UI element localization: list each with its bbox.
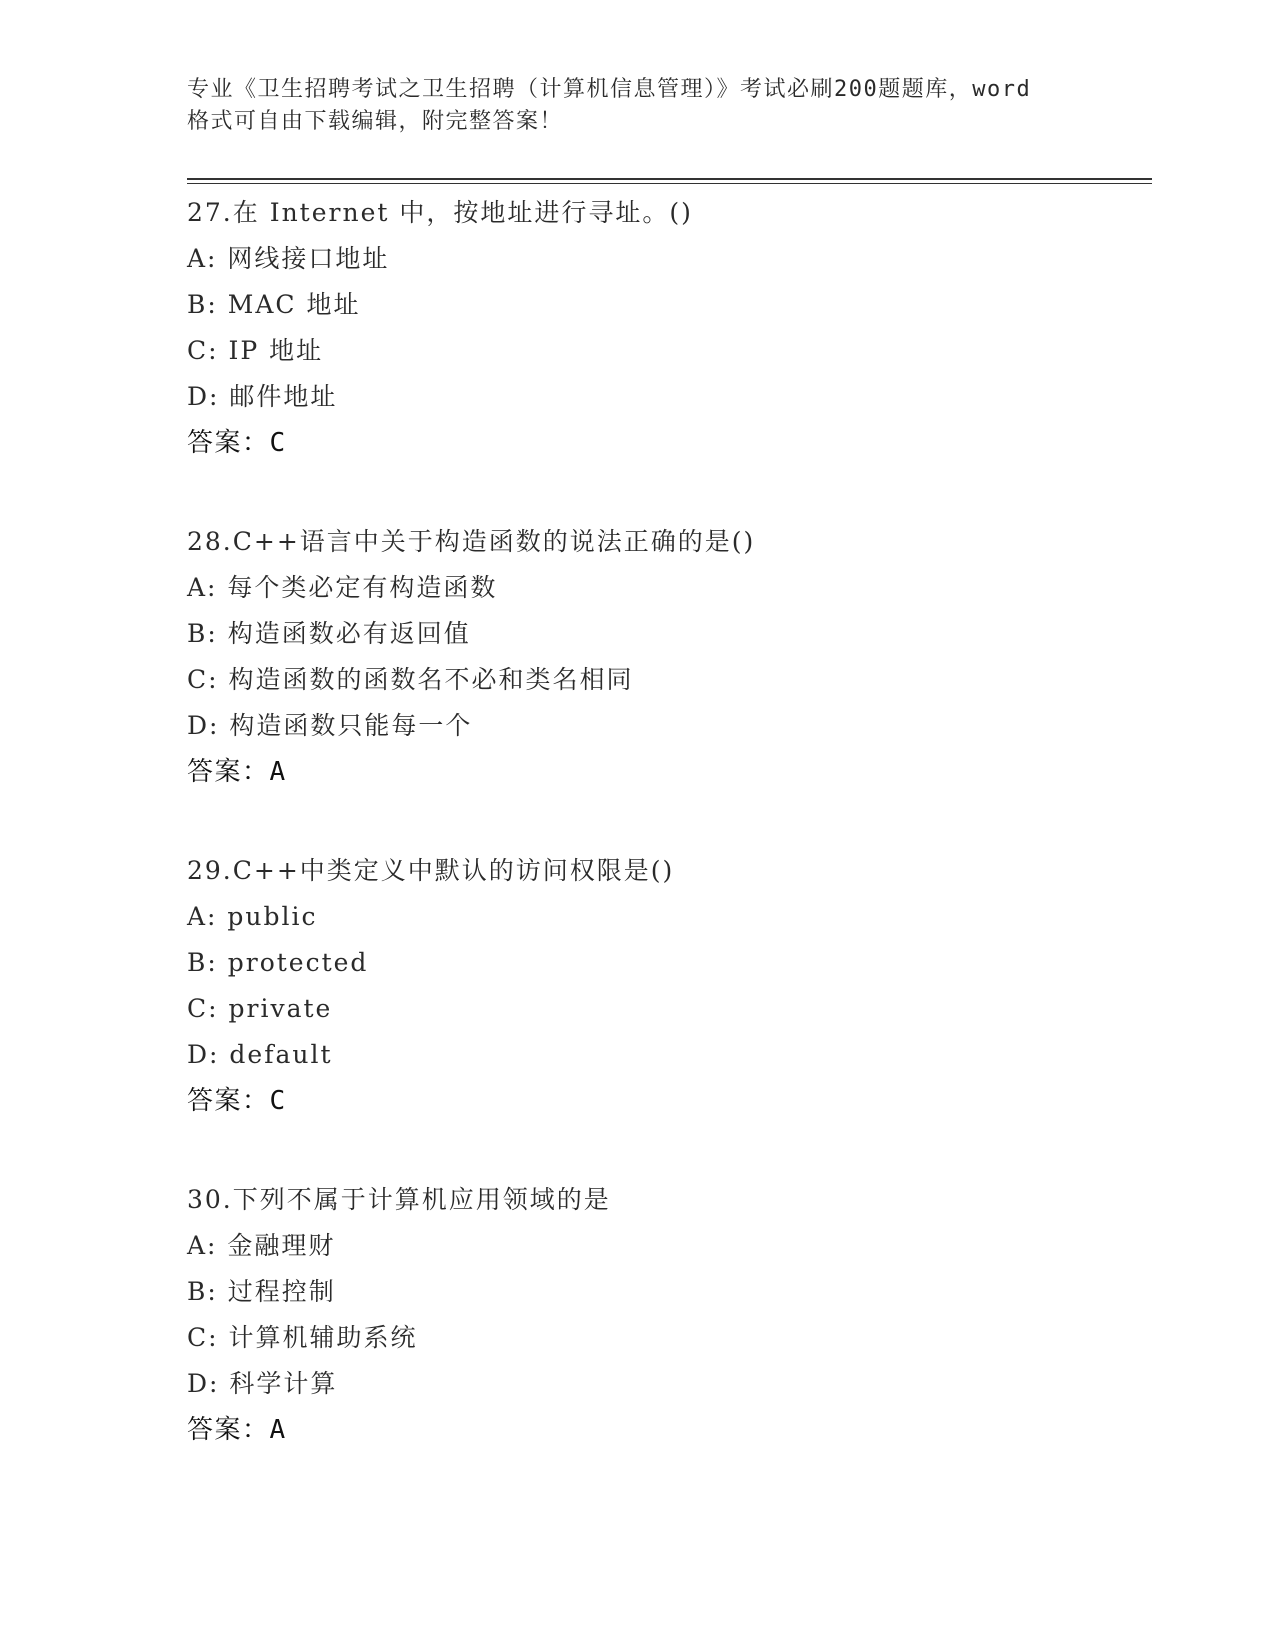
question-29 [187,848,1147,1124]
question-30 [187,1177,1147,1453]
question-stem: 30.下列不属于计算机应用领域的是 [187,1185,611,1214]
option-a: A: 网线接口地址 [187,244,390,273]
question-stem: 28.C++语言中关于构造函数的说法正确的是() [187,527,756,556]
option-a: A: 每个类必定有构造函数 [187,573,498,602]
header-divider-thin [187,183,1152,184]
option-a: A: 金融理财 [187,1231,336,1260]
header-divider-thick [187,178,1152,180]
question-stem: 29.C++中类定义中默认的访问权限是() [187,856,675,885]
option-d: D: 构造函数只能每一个 [187,711,473,740]
option-c: C: IP 地址 [187,336,324,365]
question-28 [187,519,1147,795]
question-27 [187,190,1147,466]
question-list [187,190,1147,1506]
answer-line: 答案：A [187,1415,287,1445]
option-a: A: public [187,902,318,931]
option-d: D: default [187,1040,333,1069]
option-c: C: 构造函数的函数名不必和类名相同 [187,665,634,694]
option-d: D: 科学计算 [187,1369,338,1398]
option-b: B: 过程控制 [187,1277,336,1306]
answer-line: 答案：A [187,757,287,787]
option-c: C: private [187,994,333,1023]
answer-line: 答案：C [187,428,287,458]
option-b: B: MAC 地址 [187,290,361,319]
option-b: B: 构造函数必有返回值 [187,619,471,648]
document-header [187,74,1087,138]
question-stem: 27.在 Internet 中，按地址进行寻址。() [187,198,693,227]
option-c: C: 计算机辅助系统 [187,1323,418,1352]
header-title-line-2: 格式可自由下载编辑，附完整答案！ [187,109,564,134]
answer-line: 答案：C [187,1086,287,1116]
option-d: D: 邮件地址 [187,382,338,411]
option-b: B: protected [187,948,369,977]
header-title-line-1: 专业《卫生招聘考试之卫生招聘（计算机信息管理）》考试必刷200题题库，word [187,77,1032,102]
